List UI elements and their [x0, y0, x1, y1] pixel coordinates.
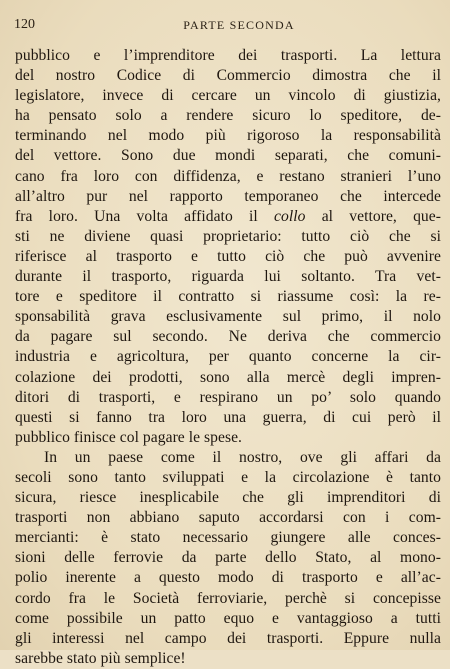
text-line: sioni delle ferrovie da parte dello Stato, al mono-	[15, 549, 441, 567]
text-line: durante il trasporto, riguarda lui soltanto. Tra vet-	[15, 268, 441, 286]
text-line: sponsabilità grava esclusivamente sul primo, il nolo	[15, 308, 441, 326]
text-line: terminando nel modo più rigoroso la responsabilità	[15, 127, 441, 145]
text-line: cordo fra le Società ferroviarie, perchè si concepisse	[15, 589, 441, 607]
text-line: polio inerente a questo modo di trasporto e all’ac-	[15, 569, 441, 587]
paragraph-last-line: pubblico finisce col pagare le spese.	[15, 428, 243, 446]
running-head: PARTE SECONDA	[183, 18, 295, 32]
text-line-with-italic	[15, 207, 441, 227]
text-line: pubblico e l’imprenditore dei trasporti. La lettura	[15, 47, 441, 64]
paragraph-first-line: In un paese come il nostro, ove gli affari da	[44, 448, 441, 466]
page-header	[14, 17, 438, 35]
text-line: trasporti non abbiano saputo accordarsi con i com-	[15, 509, 441, 527]
text-line: secoli sono tanto sviluppati e la circolazione è tanto	[15, 468, 441, 486]
text-line: sicura, riesce inesplicabile che gli imprenditori di	[15, 489, 441, 507]
body-text	[15, 46, 441, 669]
text-line: questi si fanno tra loro una guerra, di cui però il	[15, 408, 441, 426]
text-line: colazione dei prodotti, sono alla mercè degli impren-	[15, 368, 441, 386]
text-line: all’altro pur nel rapporto temporaneo che intercede	[15, 187, 441, 205]
text-line: del nostro Codice di Commercio dimostra che il	[15, 67, 441, 85]
paragraph-last-line: sarebbe stato più semplice!	[15, 649, 186, 667]
text-segment: al vettore, que-	[321, 207, 441, 225]
text-line: tore e speditore il contratto si riassume così: la re-	[15, 288, 441, 306]
text-line: del vettore. Sono due mondi separati, che comuni-	[15, 147, 441, 165]
text-line: sti ne diviene quasi proprietario: tutto ciò che si	[15, 227, 441, 245]
text-line: gli interessi nel campo dei trasporti. Eppure nulla	[15, 629, 441, 647]
page-number: 120	[14, 17, 35, 32]
text-line: legislatore, invece di cercare un vincolo di giustizia,	[15, 87, 441, 105]
text-line: da pagare sul secondo. Ne deriva che commercio	[15, 328, 441, 346]
text-segment: fra loro. Una volta affidato il	[15, 207, 258, 225]
text-line: ditori di trasporti, e respirano un po’ solo quando	[15, 388, 441, 406]
text-line: cano fra loro con diffidenza, e restano stranieri l’uno	[15, 167, 441, 185]
italic-word: collo	[274, 207, 306, 225]
text-line: mercianti: è stato necessario giungere alle conces-	[15, 529, 441, 547]
text-line: come possibile un patto equo e vantaggioso a tutti	[15, 609, 441, 627]
text-line: industria e agricoltura, per quanto concerne la cir-	[15, 348, 441, 366]
text-line: riferisce al trasporto e tutto ciò che può avvenire	[15, 247, 441, 265]
text-line: ha pensato solo a rendere sicuro lo speditore, de-	[15, 107, 441, 125]
